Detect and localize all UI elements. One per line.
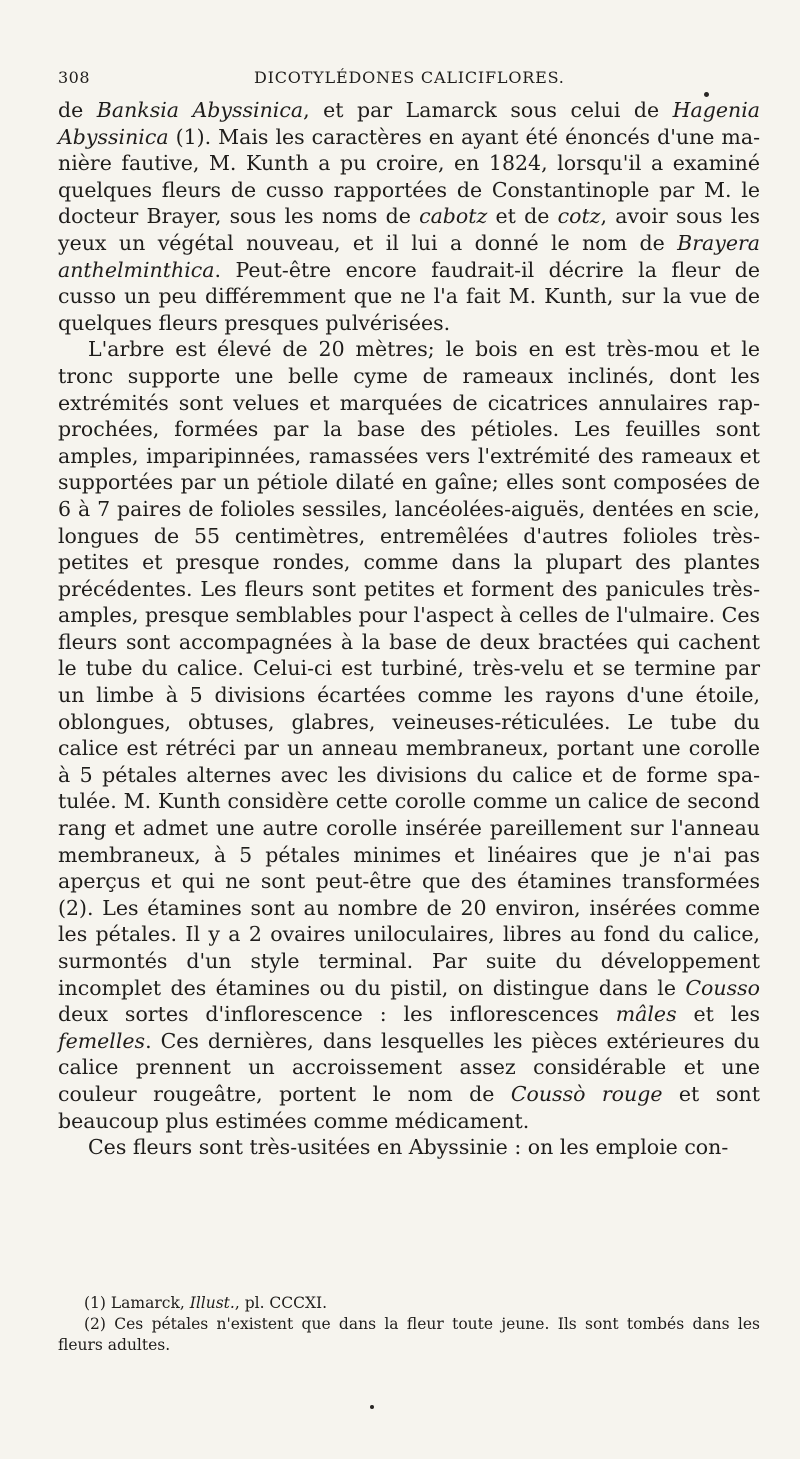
italic-run: mâles bbox=[615, 1002, 677, 1027]
text-run: (2) Ces pétales n'existent que dans la fleur toute jeune. Ils sont tombés dans les fleurs adultes. bbox=[58, 1315, 760, 1354]
italic-run: femelles bbox=[58, 1028, 146, 1053]
page-number: 308 bbox=[58, 68, 91, 87]
text-run: , avoir sous les yeux un végétal nouveau, et il lui a donné le nom de bbox=[58, 204, 760, 255]
italic-run: Banksia Abyssinica bbox=[96, 98, 304, 122]
running-head bbox=[58, 68, 758, 92]
running-title: DICOTYLÉDONES CALICIFLORES. bbox=[254, 68, 565, 87]
italic-run: Hagenia Abyssinica bbox=[58, 98, 760, 149]
italic-run: cabotz bbox=[419, 204, 488, 229]
text-run: de bbox=[58, 98, 97, 122]
ink-speck bbox=[704, 92, 709, 97]
footnote-1 bbox=[58, 1293, 760, 1314]
italic-run: Illust. bbox=[189, 1294, 235, 1312]
footnote-2 bbox=[58, 1314, 760, 1356]
text-run: (1) Lamarck, bbox=[84, 1294, 190, 1312]
italic-run: Brayera anthelminthica bbox=[58, 230, 760, 282]
text-run: L'arbre est élevé de 20 mètres; le bois en est très-mou et le tronc supporte une belle cyme de rameaux inclinés, dont les extrémités sont velues et marquées de cicatrices annulaires rapprochées, formées par la base des pétioles. Les feuilles sont amples, imparipinnées, ramassées vers l'extrémité des rameaux et supportées par un pétiole dilaté en gaîne; elles sont composées de 6 à 7 paires de folioles sessiles, lancéolées-aiguës, dentées en scie, longues de 55 centimètres, entremêlées d'autres folioles très-petites et presque rondes, comme dans la plupart des plantes précédentes. Les fleurs sont petites et forment des panicules très-amples, presque semblables pour l'aspect à celles de l'ulmaire. Ces fleurs sont accompagnées à la base de deux bractées qui cachent le tube du calice. Celui-ci est turbiné, très-velu et se termine par un limbe à 5 divisions écartées comme les rayons d'une étoile, oblongues, obtuses, glabres, veineuses-réticulées. Le tube du calice est rétréci par un anneau membraneux, portant une corolle à 5 pétales alternes avec les divisions du calice et de forme spatulée. M. Kunth considère cette corolle comme un calice de second rang et admet une autre corolle insérée pareillement sur l'anneau membraneux, à 5 pétales minimes et linéaires que je n'ai pas aperçus et qui ne sont peut-être que des étamines transformées (2). Les étamines sont au nombre de 20 environ, insérées comme les pétales. Il y a 2 ovaires uniloculaires, libres au fond du calice, surmontés d'un style terminal. Par suite du développement incomplet des étamines ou du pistil, on distingue dans le bbox=[58, 337, 760, 1000]
text-run: . Peut-être encore faudrait-il décrire la fleur de cusso un peu différemment que ne l'a fait M. Kunth, sur la vue de quelques fleurs presques pulvérisées. bbox=[58, 257, 760, 335]
italic-run: Coussò rouge bbox=[510, 1081, 663, 1106]
text-run: deux sortes d'inflorescence : les inflorescences bbox=[58, 1002, 616, 1027]
text-run: , et par Lamarck sous celui de bbox=[303, 98, 673, 122]
text-run: (1). Mais les caractères en ayant été énoncés d'une manière fautive, M. Kunth a pu croire, en 1824, lorsqu'il a examiné quelques fleurs de cusso rapportées de Constantinople par M. le docteur Brayer, sous les noms de bbox=[58, 124, 760, 229]
paragraph-2 bbox=[58, 336, 760, 1134]
text-run: . Ces dernières, dans lesquelles les pièces extérieures du calice prennent un accroissement assez considérable et une couleur rougeâtre, portent le nom de bbox=[58, 1028, 760, 1106]
text-run: et de bbox=[487, 204, 558, 229]
text-run: et sont beaucoup plus estimées comme médicament. bbox=[58, 1081, 761, 1133]
text-run: Ces fleurs sont très-usitées en Abyssinie : on les emploie con- bbox=[88, 1135, 729, 1160]
text-run: et les bbox=[676, 1002, 760, 1027]
ink-speck bbox=[370, 1405, 374, 1409]
italic-run: Cousso bbox=[685, 975, 760, 1000]
text-run: , pl. CCCXI. bbox=[234, 1294, 328, 1312]
footnotes bbox=[58, 1293, 760, 1356]
main-text bbox=[58, 97, 760, 1161]
italic-run: cotz bbox=[557, 204, 601, 229]
paragraph-3 bbox=[58, 1134, 760, 1161]
paragraph-1 bbox=[58, 97, 760, 336]
